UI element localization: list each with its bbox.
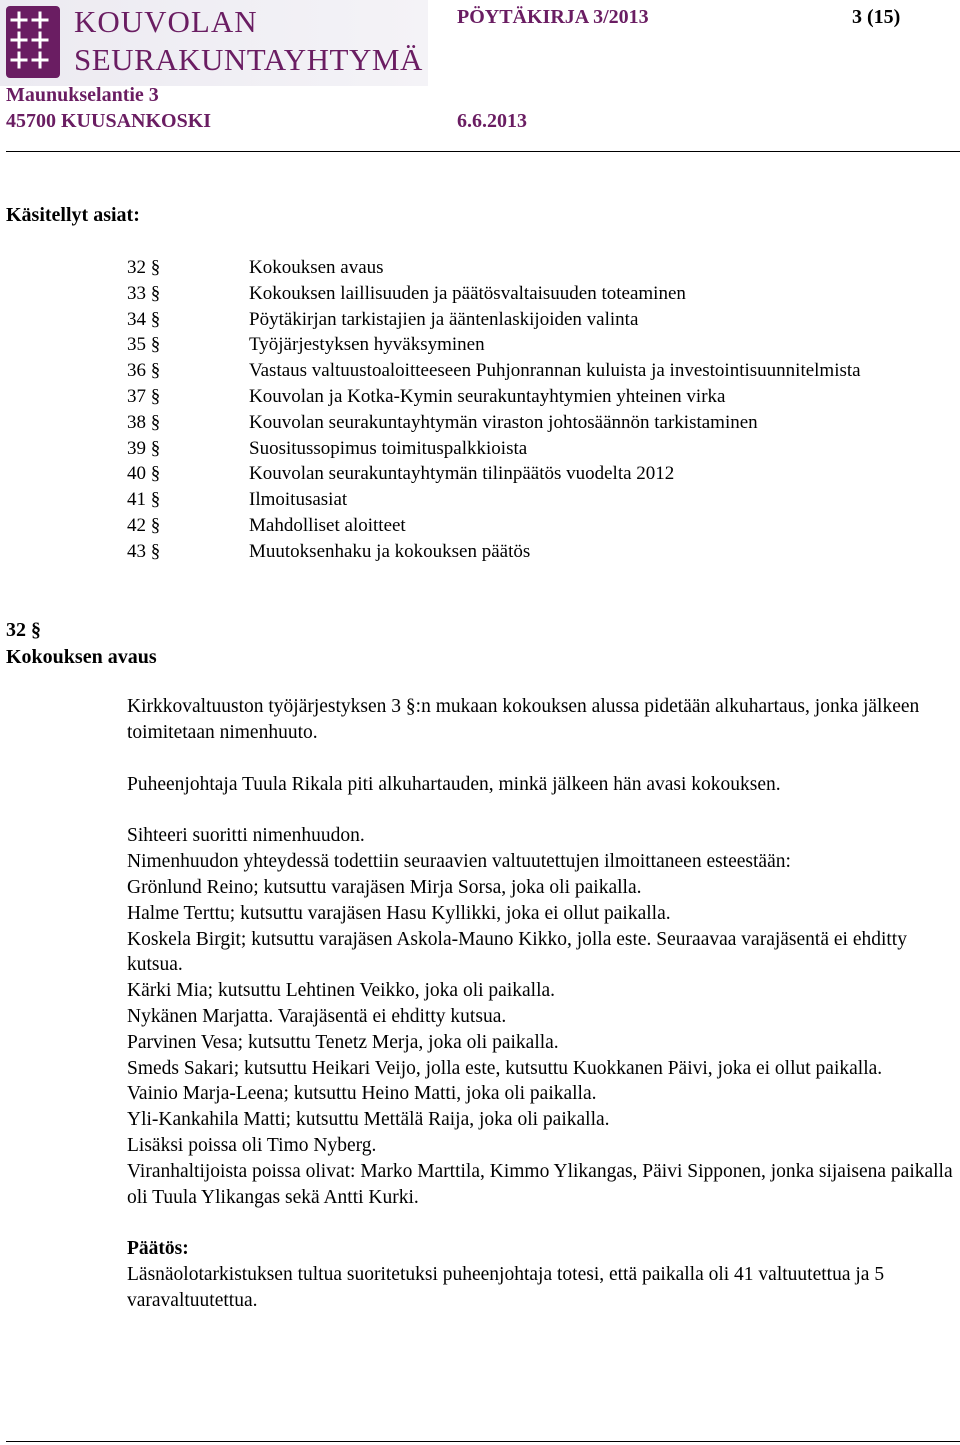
agenda-item-number: 32 § — [127, 257, 161, 278]
agenda-item-number: 35 § — [127, 334, 161, 356]
attendance-line: Halme Terttu; kutsuttu varajäsen Hasu Kyllikki, joka ei ollut paikalla. — [127, 902, 671, 924]
agenda-item — [127, 487, 957, 513]
attendance-line: Kärki Mia; kutsuttu Lehtinen Veikko, joka oli paikalla. — [127, 980, 556, 1002]
attendance-line: Lisäksi poissa oli Timo Nyberg. — [127, 1134, 377, 1156]
agenda-item — [127, 384, 957, 410]
address-street: Maunukselantie 3 — [6, 84, 159, 106]
agenda-item-number: 33 § — [127, 282, 161, 304]
document-title: PÖYTÄKIRJA 3/2013 — [457, 6, 649, 28]
attendance-line: Grönlund Reino; kutsuttu varajäsen Mirja Sorsa, joka oli paikalla. — [127, 876, 642, 898]
attendance-notes — [127, 823, 960, 1210]
agenda-list — [127, 255, 957, 565]
decision-text: Läsnäolotarkistuksen tultua suoritetuksi puheenjohtaja totesi, että paikalla oli 41 valtuutettua ja 5 varavaltuutettua. — [127, 1264, 885, 1311]
agenda-item-number: 40 § — [127, 463, 161, 485]
item-number: 32 § — [6, 619, 41, 641]
agenda-item-title: Muutoksenhaku ja kokouksen päätös — [249, 540, 531, 562]
agenda-item — [127, 539, 957, 565]
item-title: Kokouksen avaus — [6, 646, 157, 668]
decision-label: Päätös: — [127, 1238, 189, 1260]
agenda-item-title: Kouvolan seurakuntayhtymän tilinpäätös vuodelta 2012 — [249, 463, 675, 485]
agenda-item — [127, 307, 957, 333]
organization-logo — [0, 0, 428, 86]
agenda-item-number: 37 § — [127, 385, 161, 407]
agenda-item-title: Työjärjestyksen hyväksyminen — [249, 334, 485, 356]
cross-emblem-icon — [6, 6, 60, 78]
page-indicator: 3 (15) — [852, 6, 901, 28]
agenda-item — [127, 281, 957, 307]
agenda-item-title: Kouvolan ja Kotka-Kymin seurakuntayhtymien yhteinen virka — [249, 385, 726, 407]
attendance-line: Parvinen Vesa; kutsuttu Tenetz Merja, joka oli paikalla. — [127, 1031, 559, 1053]
agenda-heading: Käsitellyt asiat: — [6, 204, 140, 226]
agenda-item — [127, 436, 957, 462]
agenda-item-title: Kokouksen avaus — [249, 257, 384, 278]
attendance-line: Nimenhuudon yhteydessä todettiin seuraavien valtuutettujen ilmoittaneen esteestään: — [127, 851, 791, 873]
agenda-item-number: 38 § — [127, 411, 161, 433]
agenda-item-title: Kokouksen laillisuuden ja päätösvaltaisuuden toteaminen — [249, 282, 686, 304]
agenda-item-title: Mahdolliset aloitteet — [249, 514, 406, 536]
agenda-item — [127, 358, 957, 384]
agenda-item-number: 36 § — [127, 360, 161, 382]
agenda-item-number: 43 § — [127, 540, 161, 562]
agenda-item — [127, 513, 957, 539]
intro-paragraph: Kirkkovaltuuston työjärjestyksen 3 §:n mukaan kokouksen alussa pidetään alkuhartaus, jonka jälkeen toimitetaan nimenhuuto. — [127, 696, 920, 743]
agenda-item-title: Kouvolan seurakuntayhtymän viraston johtosäännön tarkistaminen — [249, 411, 758, 433]
agenda-item-number: 41 § — [127, 489, 161, 511]
agenda-item-title: Pöytäkirjan tarkistajien ja ääntenlaskijoiden valinta — [249, 308, 639, 330]
agenda-item-title: Vastaus valtuustoaloitteeseen Puhjonrannan kuluista ja investointisuunnitelmista — [249, 360, 861, 382]
item-heading — [6, 617, 157, 671]
agenda-item — [127, 255, 957, 281]
address-postal: 45700 KUUSANKOSKI — [6, 110, 212, 132]
agenda-item-title: Suositussopimus toimituspalkkioista — [249, 437, 528, 459]
attendance-line: Yli-Kankahila Matti; kutsuttu Mettälä Raija, joka oli paikalla. — [127, 1109, 610, 1131]
agenda-item-title: Ilmoitusasiat — [249, 489, 348, 511]
footer-divider — [6, 1441, 960, 1442]
header-divider — [6, 151, 960, 152]
agenda-item-number: 34 § — [127, 308, 161, 330]
agenda-item — [127, 461, 957, 487]
logo-text-line2: SEURAKUNTAYHTYMÄ — [74, 42, 423, 77]
attendance-line: Nykänen Marjatta. Varajäsentä ei ehditty kutsua. — [127, 1005, 507, 1027]
agenda-item-number: 42 § — [127, 514, 161, 536]
attendance-line: Viranhaltijoista poissa olivat: Marko Marttila, Kimmo Ylikangas, Päivi Sipponen, jonka sijaisena paikalla oli Tuula Ylikangas sekä Antti Kurki. — [127, 1160, 953, 1208]
agenda-item — [127, 332, 957, 358]
agenda-item — [127, 410, 957, 436]
item-body — [127, 694, 960, 1314]
meeting-date: 6.6.2013 — [457, 110, 527, 132]
attendance-line: Vainio Marja-Leena; kutsuttu Heino Matti, joka oli paikalla. — [127, 1083, 597, 1105]
opening-paragraph: Puheenjohtaja Tuula Rikala piti alkuhartauden, minkä jälkeen hän avasi kokouksen. — [127, 773, 781, 795]
agenda-item-number: 39 § — [127, 437, 161, 459]
attendance-line: Koskela Birgit; kutsuttu varajäsen Askola-Mauno Kikko, jolla este. Seuraavaa varajäsentä ei ehditty kutsua. — [127, 928, 907, 976]
attendance-line: Smeds Sakari; kutsuttu Heikari Veijo, jolla este, kutsuttu Kuokkanen Päivi, joka ei ollut paikalla. — [127, 1057, 883, 1079]
attendance-line: Sihteeri suoritti nimenhuudon. — [127, 825, 365, 847]
logo-text-line1: KOUVOLAN — [74, 4, 258, 39]
